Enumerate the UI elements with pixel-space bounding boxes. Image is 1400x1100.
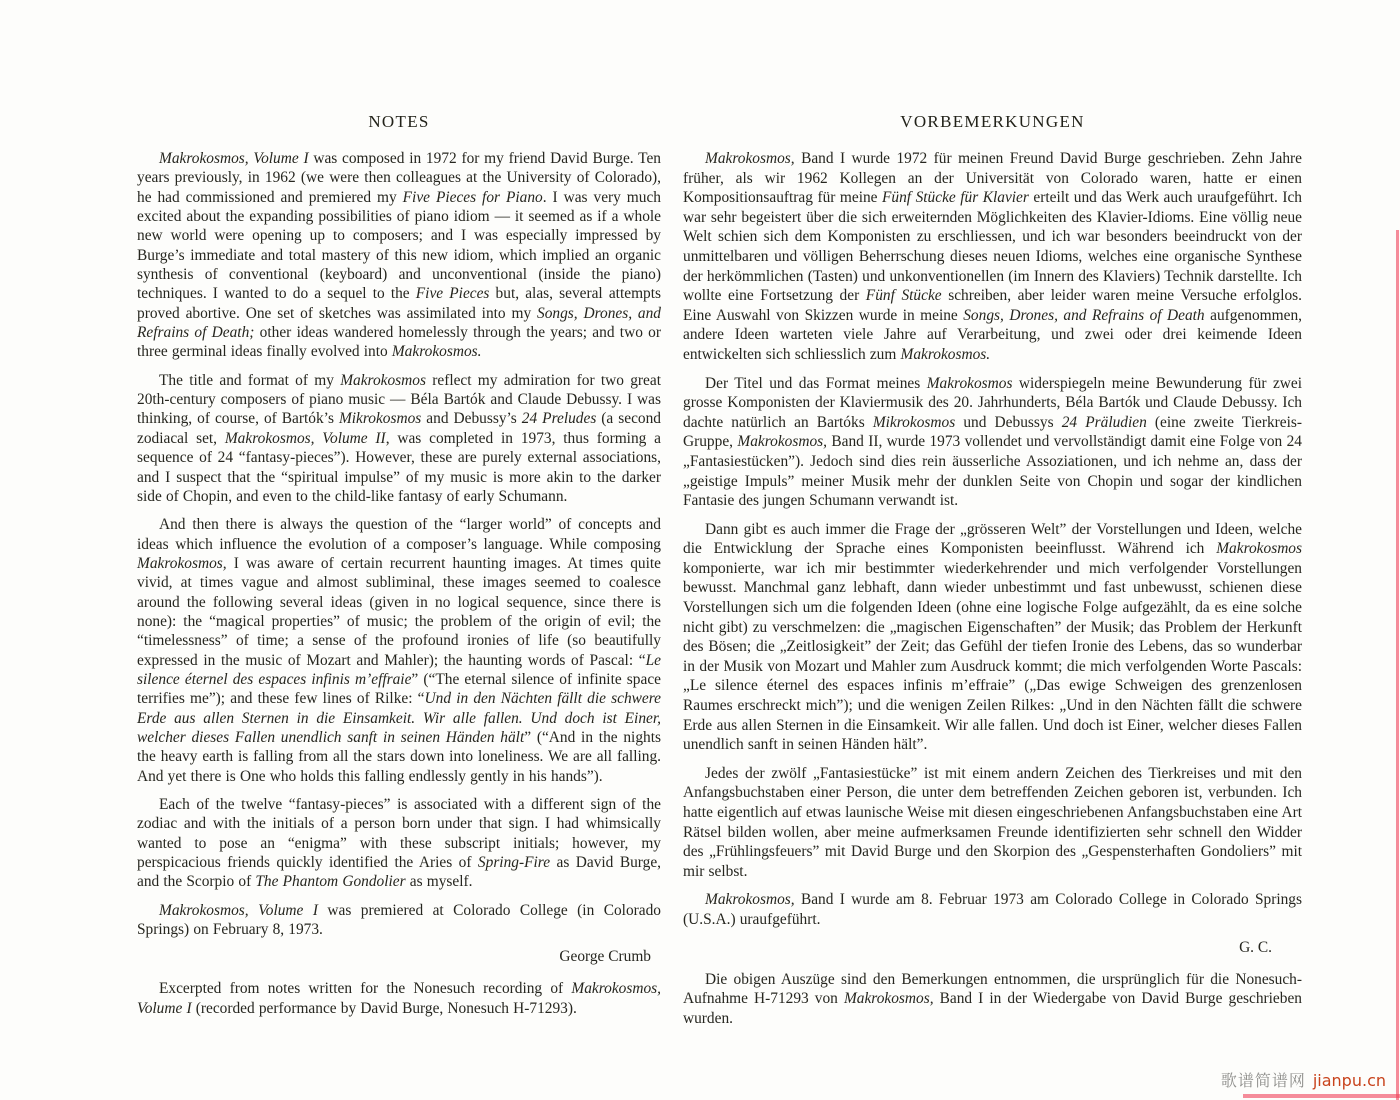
vorbemerkungen-column xyxy=(683,112,1302,1037)
paragraph: Each of the twelve “fantasy-pieces” is associated with a different sign of the zodiac and with the initials of a person born under that sign. I had whimsically wanted to pose an “enigma” with these subscript initials; however, my perspicacious friends quickly identified the Aries of Spring-Fire as David Burge, and the Scorpio of The Phantom Gondolier as myself. xyxy=(137,796,661,891)
notes-column xyxy=(137,112,661,1027)
signature: G. C. xyxy=(1239,938,1272,956)
paragraph: Makrokosmos, Volume I was premiered at Colorado College (in Colorado Springs) on February 8, 1973. xyxy=(137,901,661,939)
scan-edge-artifact-bottom xyxy=(1243,1094,1400,1098)
paragraph: Makrokosmos, Volume I was composed in 1972 for my friend David Burge. Ten years previously, in 1962 (we were then colleagues at the University of Colorado), he had commissioned and premiered my Five Pieces for Piano. I was very much excited about the expanding possibilities of piano idiom — it seemed as if a whole new world were opening up to composers; and I was especially impressed by Burge’s immediate and total mastery of this new idiom, which implied an organic synthesis of conventional (keyboard) and unconventional (inside the piano) techniques. I wanted to do a sequel to the Five Pieces but, alas, several attempts proved abortive. One set of sketches was assimilated into my Songs, Drones, and Refrains of Death; other ideas wandered homelessly through the years; and two or three germinal ideas finally evolved into Makrokosmos. xyxy=(137,150,661,361)
paragraph: Makrokosmos, Band I wurde am 8. Februar 1973 am Colorado College in Colorado Springs (U.S.A.) uraufgeführt. xyxy=(683,891,1302,928)
paragraph: Excerpted from notes written for the Nonesuch recording of Makrokosmos, Volume I (recorded performance by David Burge, Nonesuch H-71293). xyxy=(137,980,661,1017)
vorbemerkungen-text xyxy=(683,149,1302,1028)
paragraph: Die obigen Auszüge sind den Bemerkungen entnommen, die ursprünglich für die Nonesuch-Aufnahme H-71293 von Makrokosmos, Band I in der Wiedergabe von David Burge geschrieben wurden. xyxy=(683,970,1302,1027)
two-column-text-layout xyxy=(137,112,1302,1037)
watermark-site-name: 歌谱简谱网 xyxy=(1220,1071,1306,1090)
paragraph: The title and format of my Makrokosmos reflect my admiration for two great 20th-century composers of piano music — Béla Bartók and Claude Debussy. I was thinking, of course, of Bartók’s Mikrokosmos and Debussy’s 24 Preludes (a second zodiacal set, Makrokosmos, Volume II, was completed in 1973, thus forming a sequence of 24 “fantasy-pieces”). However, these are purely external associations, and I suspect that the “spiritual impulse” of my music is more akin to the darker side of Chopin, and even to the child-like fantasy of early Schumann. xyxy=(137,371,661,505)
paragraph: And then there is always the question of the “larger world” of concepts and ideas which influence the evolution of a composer’s language. While composing Makrokosmos, I was aware of certain recurrent haunting images. At times quite vivid, at times vague and almost subliminal, these images seemed to coalesce around the following several ideas (given in no logical sequence, since there is none): the “magical properties” of music; the problem of the origin of evil; the “timelessness” of time; a sense of the profound ironies of life (so beautifully expressed in the music of Mozart and Mahler); the haunting words of Pascal: “Le silence éternel des espaces infinis m’effraie” (“The eternal silence of infinite space terrifies me”); and these few lines of Rilke: “Und in den Nächten fällt die schwere Erde aus allen Sternen in die Einsamkeit. Wir alle fallen. Und doch ist Einer, welcher dieses Fallen unendlich sanft in seinen Händen hält” (“And in the nights the heavy earth is falling from all the stars down into loneliness. We are all falling. And yet there is One who holds this falling endlessly gently in his hands”). xyxy=(137,516,661,785)
notes-title: NOTES xyxy=(368,112,430,131)
watermark-site-url: jianpu.cn xyxy=(1312,1071,1386,1090)
paragraph: Jedes der zwölf „Fantasiestücke” ist mit einem andern Zeichen des Tierkreises und mit den Anfangsbuchstaben einer Person, die unter dem betreffenden Zeichen geboren ist, verbunden. Ich hatte eigentlich auf etwas launische Weise mit diesen eingeschriebenen Anfangsbuchstaben eine Art Rätsel bilden wollen, aber meine aufmerksamen Freunde identifizierten sehr schnell den Widder des „Frühlingsfeuers” mit David Burge und den Skorpion des „Gespensterhaften Gondoliers” mit mir selbst. xyxy=(683,764,1302,880)
paragraph: Makrokosmos, Band I wurde 1972 für meinen Freund David Burge geschrieben. Zehn Jahre früher, als wir 1962 Kollegen an der Universität von Colorado waren, hatte er einen Kompositionsauftrag für meine Fünf Stücke für Klavier erteilt und das Werk auch uraufgeführt. Ich war sehr begeistert über die sich erweiternden Möglichkeiten des Klavier-Idioms. Eine völlig neue Welt schien sich dem Komponisten zu erschliessen, und ich war besonders beeindruckt von der unmittelbaren und völligen Beherrschung dieses neuen Idioms, welches eine organische Synthese der herkömmlichen (Tasten) und unkonventionellen (im Innern des Klaviers) Technik darstellte. Ich wollte eine Fortsetzung der Fünf Stücke schreiben, aber leider waren meine Versuche erfolglos. Eine Auswahl von Skizzen wurde in meine Songs, Drones, and Refrains of Death aufgenommen, andere Ideen warteten viele Jahre auf Verarbeitung, und zwei oder drei keimende Ideen entwickelten sich schliesslich zum Makrokosmos. xyxy=(683,150,1303,363)
notes-text xyxy=(137,149,661,1018)
paragraph: Der Titel und das Format meines Makrokosmos widerspiegeln meine Bewunderung für zwei grosse Komponisten der Klaviermusik des 20. Jahrhunderts, Béla Bartók und Claude Debussy. Ich dachte natürlich an Bartóks Mikrokosmos und Debussys 24 Präludien (eine zweite Tierkreis-Gruppe, Makrokosmos, Band II, wurde 1973 vollendet und vervollständigt damit eine Folge von 24 „Fantasiestücken”). Jedoch sind dies rein äusserliche Assoziationen, und ich nehme an, dass der „geistige Impuls” meiner Musik mehr der dunklen Seite von Chopin und sogar der kindlichen Fantasie des jungen Schumann verwandt ist. xyxy=(683,374,1302,510)
signature: George Crumb xyxy=(559,948,651,966)
vorbemerkungen-title: VORBEMERKUNGEN xyxy=(900,112,1085,131)
paragraph: Dann gibt es auch immer die Frage der „grösseren Welt” der Vorstellungen und Ideen, welche die Entwicklung der Sprache eines Komponisten beeinflusst. Während ich Makrokosmos komponierte, war ich mir bestimmter wiederkehrender und mich verfolgender Vorstellungen bewusst. Manchmal ganz lebhaft, dann wieder unbestimmt und fast unbewusst, schienen diese Vorstellungen sich um die folgenden Ideen (ohne eine logische Folge aufgezählt, da es eine solche nicht gibt) zu verschmelzen: die „magischen Eigenschaften” der Musik; das Problem der Herkunft des Bösen; die „Zeitlosigkeit” der Zeit; das Gefühl der tiefen Ironie des Lebens, das so wunderbar in der Musik von Mozart und Mahler zum Ausdruck kommt; die mich verfolgenden Worte Pascals: „Le silence éternel des espaces infinis m’effraie” („Das ewige Schweigen des grenzenlosen Raumes erschreckt mich”); und die wenigen Zeilen Rilkes: „Und in den Nächten fällt die schwere Erde aus allen Sternen in die Einsamkeit. Wir alle fallen. Und doch ist Einer, welcher dieses Fallen unendlich sanft in seinen Händen hält”. xyxy=(683,520,1302,754)
scan-edge-artifact-right xyxy=(1396,230,1399,1100)
watermark xyxy=(1221,1073,1386,1089)
